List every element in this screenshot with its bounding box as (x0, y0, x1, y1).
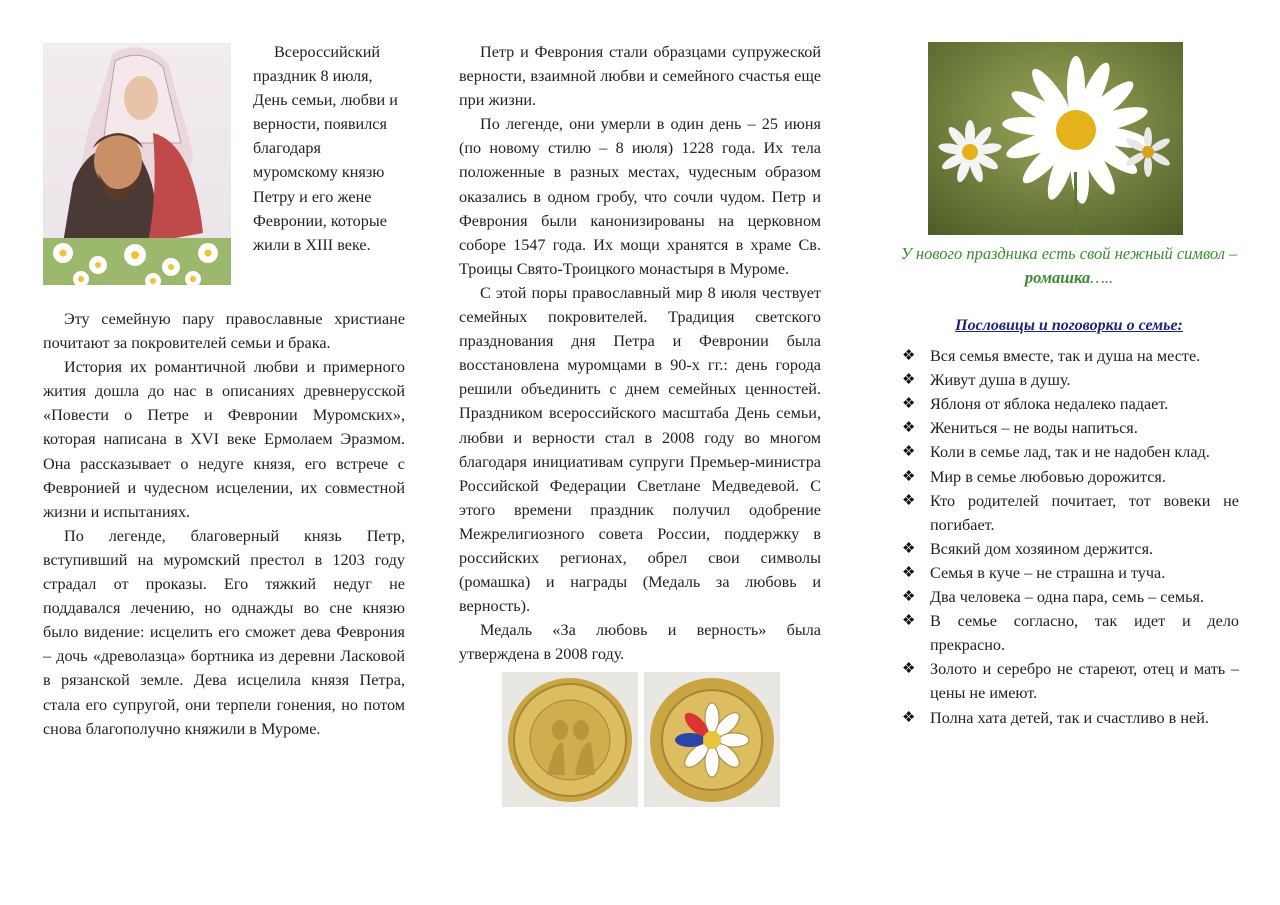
diamond-bullet-icon: ❖ (902, 613, 916, 630)
proverb-text: Семья в куче – не страшна и туча. (930, 563, 1166, 582)
proverb-item (899, 465, 1239, 489)
diamond-bullet-icon: ❖ (902, 661, 916, 678)
proverb-item (899, 706, 1239, 730)
caption-end: ….. (1090, 268, 1114, 287)
diamond-bullet-icon: ❖ (902, 348, 916, 365)
proverb-item (899, 561, 1239, 585)
column-middle (459, 40, 821, 807)
column-left (43, 40, 405, 741)
proverb-text: Жениться – не воды напиться. (930, 419, 1138, 438)
diamond-bullet-icon: ❖ (902, 420, 916, 437)
paragraph-model: Петр и Феврония стали образцами супружеской верности, взаимной любви и семейного счастья еще при жизни. (459, 43, 821, 110)
diamond-bullet-icon: ❖ (902, 468, 916, 485)
proverb-item (899, 368, 1239, 392)
diamond-bullet-icon: ❖ (902, 540, 916, 557)
paragraph-tradition: С этой поры православный мир 8 июля чествует семейных покровителей. Традиция светского празднования дня Петра и Февронии была восстановлена муромцами в 90-х гг.: день города решили объединить с днем семейных ценностей. Праздником всероссийского масштаба День семьи, любви и верности стал в 2008 году во многом благодаря инициативам супруги Премьер-министра Российской Федерации Светлане Медведевой. С этого времени праздник получил одобрение Межрелигиозного совета России, поддержку в российских регионах, обрел свои символы (ромашка) и награды (Медаль за любовь и верность). (459, 283, 821, 616)
proverb-text: Коли в семье лад, так и не надобен клад. (930, 443, 1210, 462)
diamond-bullet-icon: ❖ (902, 709, 916, 726)
diamond-bullet-icon: ❖ (902, 396, 916, 413)
diamond-bullet-icon: ❖ (902, 589, 916, 606)
diamond-bullet-icon: ❖ (902, 492, 916, 509)
proverb-text: Живут душа в душу. (930, 371, 1071, 390)
caption-text: У нового праздника есть свой нежный символ – (900, 244, 1238, 263)
diamond-bullet-icon: ❖ (902, 564, 916, 581)
proverb-item (899, 392, 1239, 416)
proverb-text: В семье согласно, так идет и дело прекрасно. (930, 612, 1239, 655)
proverb-item (899, 609, 1239, 657)
paragraph-legend: По легенде, благоверный князь Петр, вступивший на муромский престол в 1203 году страдал от проказы. Его тяжкий недуг не поддавался лечению, но однажды во сне князю было видение: исцелить его сможет дева Феврония – дочь «древолазца» бортника из деревни Ласковой в рязанской земле. Дева исцелила князя Петра, стала его супругой, они терпели гонения, но потом снова благополучно княжили в Муроме. (43, 526, 405, 738)
proverb-text: Яблоня от яблока недалеко падает. (930, 395, 1169, 414)
paragraph-death: По легенде, они умерли в один день – 25 июня (по новому стилю – 8 июля) 1228 года. Их тела положенные в разных местах, чудесным образом оказались в одном гробу, что сочли чудом. Петр и Феврония были канонизированы на церковном соборе 1547 года. Их мощи хранятся в храме Св. Троицы Свято-Троицкого монастыря в Муроме. (459, 115, 821, 278)
proverb-item (899, 344, 1239, 368)
proverb-item (899, 585, 1239, 609)
intro-paragraph: Всероссийский праздник 8 июля, День семьи, любви и верности, появился благодаря муромскому князю Петру и его жене Февронии, которые жили в XIII веке. (253, 43, 398, 254)
proverbs-heading: Пословицы и поговорки о семье: (955, 317, 1183, 334)
medals-row (459, 672, 821, 807)
proverb-item (899, 416, 1239, 440)
proverb-text: Кто родителей почитает, тот вовеки не погибает. (930, 491, 1239, 534)
proverbs-list (899, 344, 1239, 730)
proverb-text: Вся семья вместе, так и душа на месте. (930, 347, 1201, 366)
chamomile-photo (928, 42, 1183, 235)
proverb-item (899, 489, 1239, 537)
saints-icon-image (43, 43, 231, 285)
diamond-bullet-icon: ❖ (902, 444, 916, 461)
proverb-item (899, 537, 1239, 561)
paragraph-history: История их романтичной любви и примерного жития дошла до нас в описаниях древнерусской «Повести о Петре и Февронии Муромских», которая написана в XVI веке Ермолаем Эразмом. Она рассказывает о недуге князя, его встрече с Февронией и чудесном исцелении, их совместной жизни и испытаниях. (43, 358, 405, 521)
diamond-bullet-icon: ❖ (902, 372, 916, 389)
column-right (899, 40, 1239, 730)
paragraph-couple: Эту семейную пару православные христиане почитают за покровителей семьи и брака. (43, 310, 405, 353)
medal-front-image (502, 672, 638, 807)
proverb-item (899, 657, 1239, 705)
proverb-text: Мир в семье любовью дорожится. (930, 467, 1166, 486)
proverb-text: Полна хата детей, так и счастливо в ней. (930, 708, 1209, 727)
proverb-item (899, 440, 1239, 464)
proverb-text: Два человека – одна пара, семь – семья. (930, 588, 1204, 607)
caption-bold: ромашка (1024, 268, 1091, 287)
proverb-text: Золото и серебро не стареют, отец и мать – цены не имеют. (930, 660, 1239, 703)
proverb-text: Всякий дом хозяином держится. (930, 539, 1154, 558)
symbol-caption (899, 242, 1239, 290)
medal-back-image (644, 672, 780, 807)
paragraph-medal: Медаль «За любовь и верность» была утверждена в 2008 году. (459, 621, 821, 664)
